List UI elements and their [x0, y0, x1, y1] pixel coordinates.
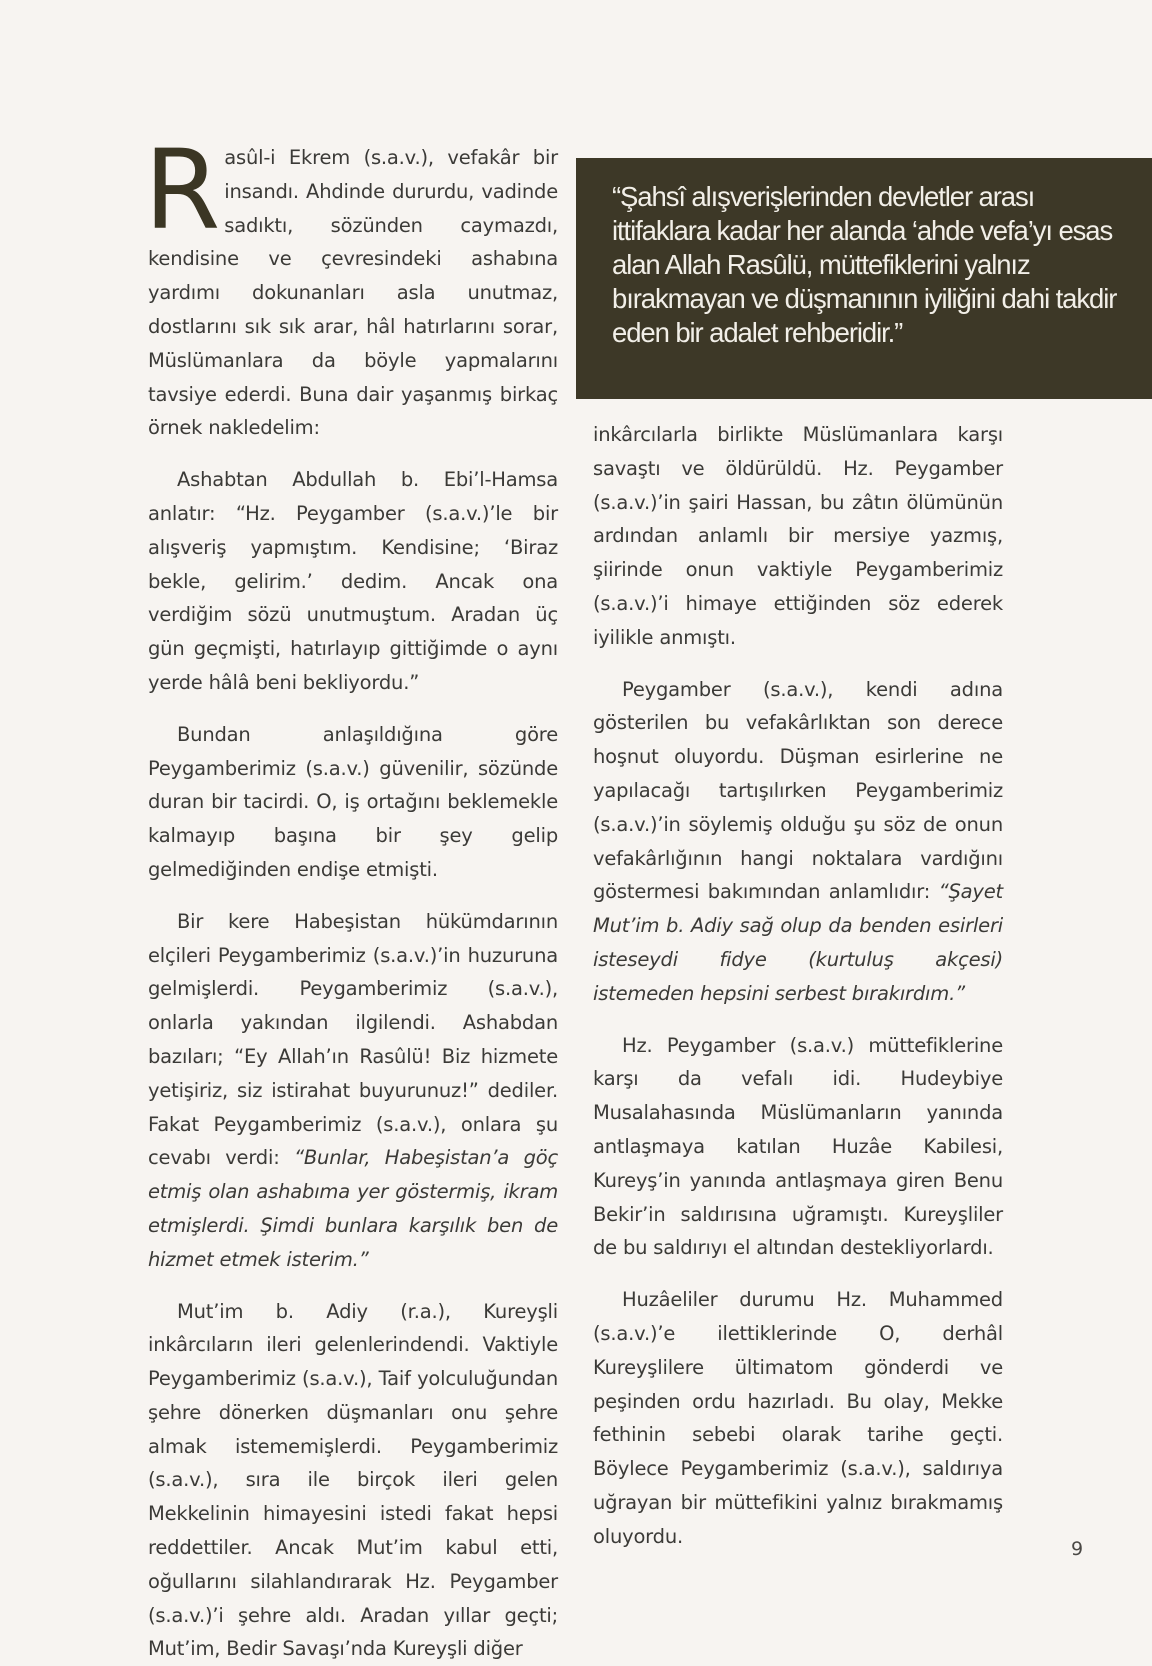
paragraph-text: Bir kere Habeşistan hükümdarının elçileri Peygamberimiz (s.a.v.)’in huzuruna gelmişlerdi. Peygamberimiz (s.a.v.), onlarla yakından ilgilendi. Ashabdan bazıları; “Ey Allah’ın Rasûlü! Biz hizmete yetişiriz, siz istirahat buyurunuz!” dediler. Fakat Peygamberimiz (s.a.v.), onlara şu cevabı verdi: [148, 910, 558, 1170]
pull-quote-box [576, 158, 1152, 399]
drop-cap: R [144, 147, 220, 237]
intro-paragraph-text: asûl-i Ekrem (s.a.v.), vefakâr bir insandı. Ahdinde dururdu, vadinde sadıktı, sözünden caymazdı, kendisine ve çevresindeki ashabına yardımı dokunanları asla unutmaz, dostlarını sık sık arar, hâl hatırlarını sorar, Müslümanlara da böyle yapmalarını tavsiye ederdi. Buna dair yaşanmış birkaç örnek nakledelim: [148, 146, 558, 439]
paragraph-mutim-adiy: Mut’im b. Adiy (r.a.), Kureyşli inkârcıların ileri gelenlerindendi. Vaktiyle Peygamberimiz (s.a.v.), Taif yolculuğundan şehre dönerken düşmanları onu şehre almak istememişlerdi. Peygamberimiz (s.a.v.), sıra ile birçok ileri gelen Mekkelinin himayesini istedi fakat hepsi reddettiler. Ancak Mut’im kabul etti, oğullarını silahlandırarak Hz. Peygamber (s.a.v.)’i şehre aldı. Aradan yıllar geçti; Mut’im, Bedir Savaşı’nda Kureyşli diğer [148, 1295, 558, 1666]
quotation-italic: “Bunlar, Habeşistan’a göç etmiş olan ashabıma yer göstermiş, ikram etmişlerdi. Şimdi bunlara karşılık ben de hizmet etmek isterim.” [148, 1146, 558, 1270]
paragraph-captives [593, 673, 1003, 1011]
intro-paragraph [148, 141, 558, 445]
paragraph-trustworthy-merchant: Bundan anlaşıldığına göre Peygamberimiz (s.a.v.) güvenilir, sözünde duran bir tacirdi. O, iş ortağını beklemekle kalmayıp başına bir şey gelip gelmediğinden endişe etmişti. [148, 718, 558, 887]
article-column-right [593, 418, 1003, 1554]
pull-quote-text: “Şahsî alışverişlerinden devletler arası ittifaklara kadar her alanda ‘ahde vefa’yı esas alan Allah Rasûlü, müttefiklerini yalnız bırakmayan ve düşmanının iyiliğini dahi takdir eden bir adalet rehberidir.” [612, 180, 1132, 350]
paragraph-text: Peygamber (s.a.v.), kendi adına gösterilen bu vefakârlıktan son derece hoşnut oluyordu. Düşman esirlerine ne yapılacağı tartışılırken Peygamberimiz (s.a.v.)’in söylemiş olduğu şu söz de onun vefakârlığının hangi noktalara vardığını göstermesi bakımından anlamlıdır: [593, 678, 1003, 904]
paragraph-continuation: inkârcılarla birlikte Müslümanlara karşı savaştı ve öldürüldü. Hz. Peygamber (s.a.v.)’in şairi Hassan, bu zâtın ölümünün ardından anlamlı bir mersiye yazmış, şiirinde onun vaktiyle Peygamberimiz (s.a.v.)’i himaye ettiğinden söz ederek iyilikle anmıştı. [593, 418, 1003, 655]
paragraph-abdullah-story: Ashabtan Abdullah b. Ebi’l-Hamsa anlatır: “Hz. Peygamber (s.a.v.)’le bir alışveriş yapmıştım. Kendisine; ‘Biraz bekle, gelirim.’ dedim. Ancak ona verdiğim sözü unutmuştum. Aradan üç gün geçmişti, hatırlayıp gittiğimde o aynı yerde hâlâ beni bekliyordu.” [148, 463, 558, 700]
page-number: 9 [1071, 1538, 1083, 1560]
quotation-italic: “Şayet Mut’im b. Adiy sağ olup da benden esirleri isteseydi fidye (kurtuluş akçesi) istemeden hepsini serbest bırakırdım.” [593, 880, 1003, 1004]
paragraph-huzaa: Huzâeliler durumu Hz. Muhammed (s.a.v.)’e ilettiklerinde O, derhâl Kureyşlilere ültimatom gönderdi ve peşinden ordu hazırladı. Bu olay, Mekke fethinin sebebi olarak tarihe geçti. Böylece Peygamberimiz (s.a.v.), saldırıya uğrayan bir müttefikini yalnız bırakmamış oluyordu. [593, 1283, 1003, 1553]
article-column-left [148, 141, 558, 1666]
paragraph-allies: Hz. Peygamber (s.a.v.) müttefiklerine karşı da vefalı idi. Hudeybiye Musalahasında Müslümanların yanında antlaşmaya katılan Huzâe Kabilesi, Kureyş’in yanında antlaşmaya giren Benu Bekir’in saldırısına uğramıştı. Kureyşliler de bu saldırıyı el altından destekliyorlardı. [593, 1029, 1003, 1266]
paragraph-habesistan-envoys [148, 905, 558, 1277]
